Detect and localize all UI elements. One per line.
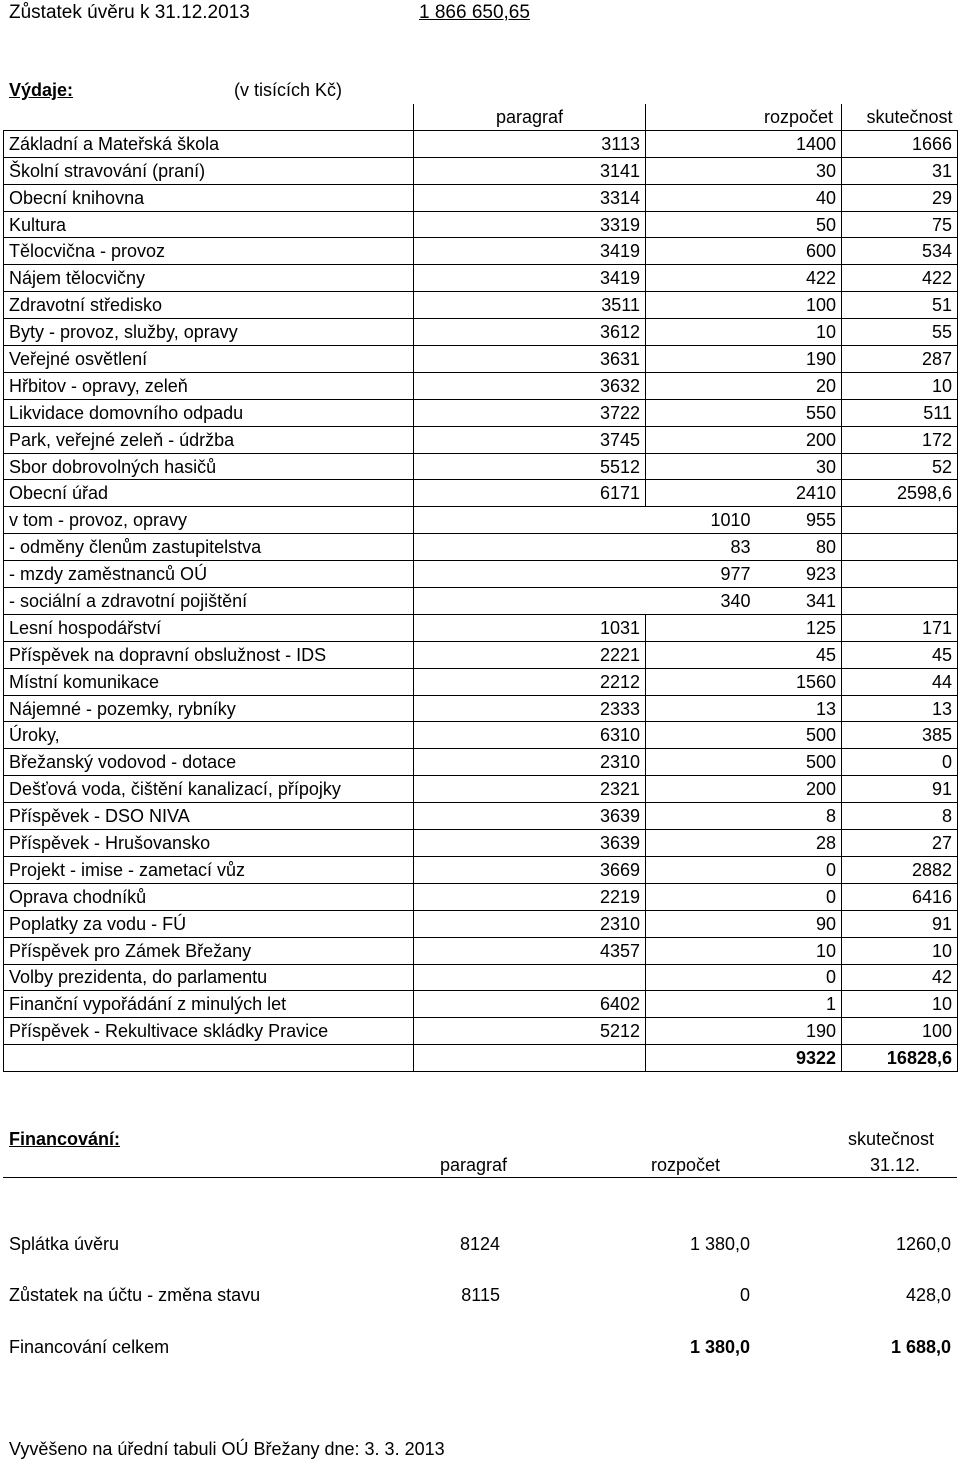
expense-row [4, 346, 958, 373]
expense-name: Příspěvek na dopravní obslužnost - IDS [4, 641, 414, 668]
expense-subrow [4, 588, 958, 615]
expense-paragraph: 2310 [414, 910, 646, 937]
expense-budget: 30 [646, 453, 842, 480]
expense-budget: 500 [646, 722, 842, 749]
expense-actual: 52 [842, 453, 958, 480]
expense-subrow-budget: 83 [539, 534, 756, 561]
expense-actual: 10 [842, 372, 958, 399]
expense-actual: 10 [842, 937, 958, 964]
expense-name: Likvidace domovního odpadu [4, 399, 414, 426]
expense-row [4, 749, 958, 776]
expense-name: Park, veřejné zeleň - údržba [4, 426, 414, 453]
expense-budget: 0 [646, 883, 842, 910]
expense-actual: 55 [842, 319, 958, 346]
expense-paragraph: 5212 [414, 1018, 646, 1045]
expense-row [4, 695, 958, 722]
expense-actual: 91 [842, 776, 958, 803]
financing-row-name: Financování celkem [9, 1337, 170, 1357]
expense-budget: 100 [646, 292, 842, 319]
expense-name: Příspěvek - Rekultivace skládky Pravice [4, 1018, 414, 1045]
expense-paragraph: 5512 [414, 453, 646, 480]
expense-name: Volby prezidenta, do parlamentu [4, 964, 414, 991]
totals-row [4, 1045, 958, 1072]
expense-budget: 90 [646, 910, 842, 937]
expense-budget: 550 [646, 399, 842, 426]
expense-actual: 10 [842, 991, 958, 1018]
expense-row [4, 668, 958, 695]
expense-paragraph: 3141 [414, 157, 646, 184]
expense-row [4, 776, 958, 803]
expense-row [4, 238, 958, 265]
expense-name: Nájemné - pozemky, rybníky [4, 695, 414, 722]
expense-subrow-empty [842, 561, 958, 588]
financing-row-actual: 1 688,0 [890, 1337, 951, 1357]
expense-subrow-empty [842, 534, 958, 561]
expense-budget: 200 [646, 426, 842, 453]
expense-paragraph: 2221 [414, 641, 646, 668]
expense-row [4, 480, 958, 507]
expense-budget: 0 [646, 856, 842, 883]
expense-budget: 1 [646, 991, 842, 1018]
expense-name: Veřejné osvětlení [4, 346, 414, 373]
expense-actual: 45 [842, 641, 958, 668]
expense-budget: 1400 [646, 130, 842, 157]
expense-row [4, 803, 958, 830]
expense-row [4, 426, 958, 453]
expenses-unit: (v tisících Kč) [234, 80, 343, 100]
expense-row [4, 319, 958, 346]
expense-paragraph: 3669 [414, 856, 646, 883]
expense-paragraph: 2333 [414, 695, 646, 722]
expense-budget: 10 [646, 319, 842, 346]
expense-paragraph: 3639 [414, 830, 646, 857]
financing-col-budget: rozpočet [651, 1155, 721, 1175]
financing-row-name: Splátka úvěru [9, 1234, 120, 1254]
financing-row-name: Zůstatek na účtu - změna stavu [9, 1285, 261, 1305]
expense-paragraph [414, 964, 646, 991]
expense-budget: 422 [646, 265, 842, 292]
expense-row [4, 265, 958, 292]
expense-subrow-gap [414, 507, 539, 534]
expense-subrow [4, 561, 958, 588]
posted-note: Vyvěšeno na úřední tabuli OÚ Břežany dne: 3. 3. 2013 [9, 1439, 445, 1459]
expenses-header-row [4, 104, 958, 130]
expense-name: Zdravotní středisko [4, 292, 414, 319]
balance-value: 1 866 650,65 [419, 2, 530, 23]
expense-name: Lesní hospodářství [4, 614, 414, 641]
expense-paragraph: 3632 [414, 372, 646, 399]
expense-paragraph: 3113 [414, 130, 646, 157]
expense-actual: 51 [842, 292, 958, 319]
expense-actual: 534 [842, 238, 958, 265]
expense-name: Poplatky za vodu - FÚ [4, 910, 414, 937]
balance-label: Zůstatek úvěru k 31.12.2013 [9, 2, 250, 23]
expense-paragraph: 2321 [414, 776, 646, 803]
total-budget: 9322 [646, 1045, 842, 1072]
expense-name: Tělocvična - provoz [4, 238, 414, 265]
financing-col-actual-2: 31.12. [870, 1155, 921, 1175]
expense-row [4, 883, 958, 910]
expense-budget: 40 [646, 184, 842, 211]
expense-paragraph: 2310 [414, 749, 646, 776]
expense-actual: 385 [842, 722, 958, 749]
expense-name: Kultura [4, 211, 414, 238]
expense-budget: 10 [646, 937, 842, 964]
expense-subrow [4, 534, 958, 561]
expense-subrow-budget: 1010 [539, 507, 756, 534]
expense-actual: 31 [842, 157, 958, 184]
expense-name: Příspěvek - Hrušovansko [4, 830, 414, 857]
expense-name: Oprava chodníků [4, 883, 414, 910]
financing-row-budget: 0 [739, 1285, 750, 1305]
expenses-title: Výdaje: [9, 80, 74, 100]
financing-col-actual-1: skutečnost [848, 1129, 935, 1149]
expense-name: Obecní knihovna [4, 184, 414, 211]
expense-budget: 125 [646, 614, 842, 641]
expense-paragraph: 2219 [414, 883, 646, 910]
financing-row-actual: 428,0 [905, 1285, 951, 1305]
expense-budget: 13 [646, 695, 842, 722]
expense-actual: 44 [842, 668, 958, 695]
expense-subrow-budget: 977 [539, 561, 756, 588]
expense-subrow-gap [414, 588, 539, 615]
expense-row [4, 937, 958, 964]
expense-paragraph: 6402 [414, 991, 646, 1018]
expense-subrow-gap [414, 534, 539, 561]
expense-subrow-actual: 923 [756, 561, 842, 588]
expense-budget: 0 [646, 964, 842, 991]
expense-budget: 2410 [646, 480, 842, 507]
expense-row [4, 856, 958, 883]
expense-paragraph: 3319 [414, 211, 646, 238]
expense-actual: 27 [842, 830, 958, 857]
expense-row [4, 130, 958, 157]
expense-budget: 8 [646, 803, 842, 830]
expense-actual: 100 [842, 1018, 958, 1045]
expense-row [4, 399, 958, 426]
expense-paragraph: 1031 [414, 614, 646, 641]
expense-budget: 1560 [646, 668, 842, 695]
expense-row [4, 157, 958, 184]
col-actual: skutečnost [842, 104, 958, 130]
expense-subrow [4, 507, 958, 534]
expense-subrow-name: v tom - provoz, opravy [4, 507, 414, 534]
expense-paragraph: 4357 [414, 937, 646, 964]
expense-budget: 20 [646, 372, 842, 399]
financing-row-actual: 1260,0 [895, 1234, 951, 1254]
financing-divider [3, 1177, 957, 1178]
expense-actual: 511 [842, 399, 958, 426]
expense-name: Místní komunikace [4, 668, 414, 695]
expense-name: Hřbitov - opravy, zeleň [4, 372, 414, 399]
expense-actual: 0 [842, 749, 958, 776]
expense-paragraph: 6310 [414, 722, 646, 749]
expense-budget: 50 [646, 211, 842, 238]
expense-paragraph: 3511 [414, 292, 646, 319]
expense-row [4, 184, 958, 211]
expense-name: Školní stravování (praní) [4, 157, 414, 184]
expense-subrow-name: - mzdy zaměstnanců OÚ [4, 561, 414, 588]
expense-actual: 29 [842, 184, 958, 211]
expense-name: Nájem tělocvičny [4, 265, 414, 292]
expense-row [4, 830, 958, 857]
expense-actual: 1666 [842, 130, 958, 157]
expense-actual: 422 [842, 265, 958, 292]
expense-paragraph: 3314 [414, 184, 646, 211]
expense-row [4, 722, 958, 749]
expense-row [4, 964, 958, 991]
expense-actual: 91 [842, 910, 958, 937]
expense-paragraph: 3612 [414, 319, 646, 346]
expense-name: Projekt - imise - zametací vůz [4, 856, 414, 883]
col-budget: rozpočet [646, 104, 842, 130]
expense-row [4, 292, 958, 319]
expense-subrow-empty [842, 588, 958, 615]
expense-row [4, 614, 958, 641]
expense-subrow-name: - sociální a zdravotní pojištění [4, 588, 414, 615]
expense-name: Základní a Mateřská škola [4, 130, 414, 157]
expense-actual: 287 [842, 346, 958, 373]
expense-actual: 2598,6 [842, 480, 958, 507]
expense-paragraph: 3419 [414, 265, 646, 292]
expense-subrow-gap [414, 561, 539, 588]
expense-row [4, 372, 958, 399]
expense-budget: 190 [646, 1018, 842, 1045]
expense-paragraph: 3639 [414, 803, 646, 830]
expense-budget: 600 [646, 238, 842, 265]
expense-subrow-actual: 341 [756, 588, 842, 615]
expense-row [4, 211, 958, 238]
expense-row [4, 641, 958, 668]
expense-name: Sbor dobrovolných hasičů [4, 453, 414, 480]
expense-actual: 172 [842, 426, 958, 453]
expense-subrow-empty [842, 507, 958, 534]
financing-col-paragraph: paragraf [440, 1155, 508, 1175]
expense-actual: 13 [842, 695, 958, 722]
expense-paragraph: 6171 [414, 480, 646, 507]
financing-row-paragraph: 8124 [459, 1234, 500, 1254]
financing-title: Financování: [9, 1129, 121, 1149]
expense-paragraph: 3419 [414, 238, 646, 265]
expense-row [4, 991, 958, 1018]
expense-budget: 200 [646, 776, 842, 803]
expense-paragraph: 2212 [414, 668, 646, 695]
financing-row-budget: 1 380,0 [689, 1234, 750, 1254]
expense-name: Příspěvek pro Zámek Břežany [4, 937, 414, 964]
expense-name: Byty - provoz, služby, opravy [4, 319, 414, 346]
expense-actual: 2882 [842, 856, 958, 883]
expense-subrow-actual: 955 [756, 507, 842, 534]
expense-name: Úroky, [4, 722, 414, 749]
expense-name: Obecní úřad [4, 480, 414, 507]
expense-row [4, 910, 958, 937]
expense-actual: 8 [842, 803, 958, 830]
financing-row-paragraph: 8115 [461, 1285, 500, 1305]
expense-row [4, 1018, 958, 1045]
expense-budget: 190 [646, 346, 842, 373]
expense-actual: 6416 [842, 883, 958, 910]
expense-paragraph: 3745 [414, 426, 646, 453]
expense-name: Břežanský vodovod - dotace [4, 749, 414, 776]
expense-paragraph: 3722 [414, 399, 646, 426]
expense-subrow-actual: 80 [756, 534, 842, 561]
col-paragraph: paragraf [414, 104, 646, 130]
expense-name: Příspěvek - DSO NIVA [4, 803, 414, 830]
expenses-table [3, 104, 958, 1072]
expense-subrow-name: - odměny členům zastupitelstva [4, 534, 414, 561]
total-actual: 16828,6 [842, 1045, 958, 1072]
expense-actual: 42 [842, 964, 958, 991]
expense-row [4, 453, 958, 480]
expense-subrow-budget: 340 [539, 588, 756, 615]
expense-budget: 45 [646, 641, 842, 668]
expense-budget: 500 [646, 749, 842, 776]
expense-name: Dešťová voda, čištění kanalizací, přípojky [4, 776, 414, 803]
expense-name: Finanční vypořádání z minulých let [4, 991, 414, 1018]
expense-paragraph: 3631 [414, 346, 646, 373]
expense-actual: 75 [842, 211, 958, 238]
expense-budget: 30 [646, 157, 842, 184]
expense-actual: 171 [842, 614, 958, 641]
financing-row-budget: 1 380,0 [689, 1337, 750, 1357]
expense-budget: 28 [646, 830, 842, 857]
